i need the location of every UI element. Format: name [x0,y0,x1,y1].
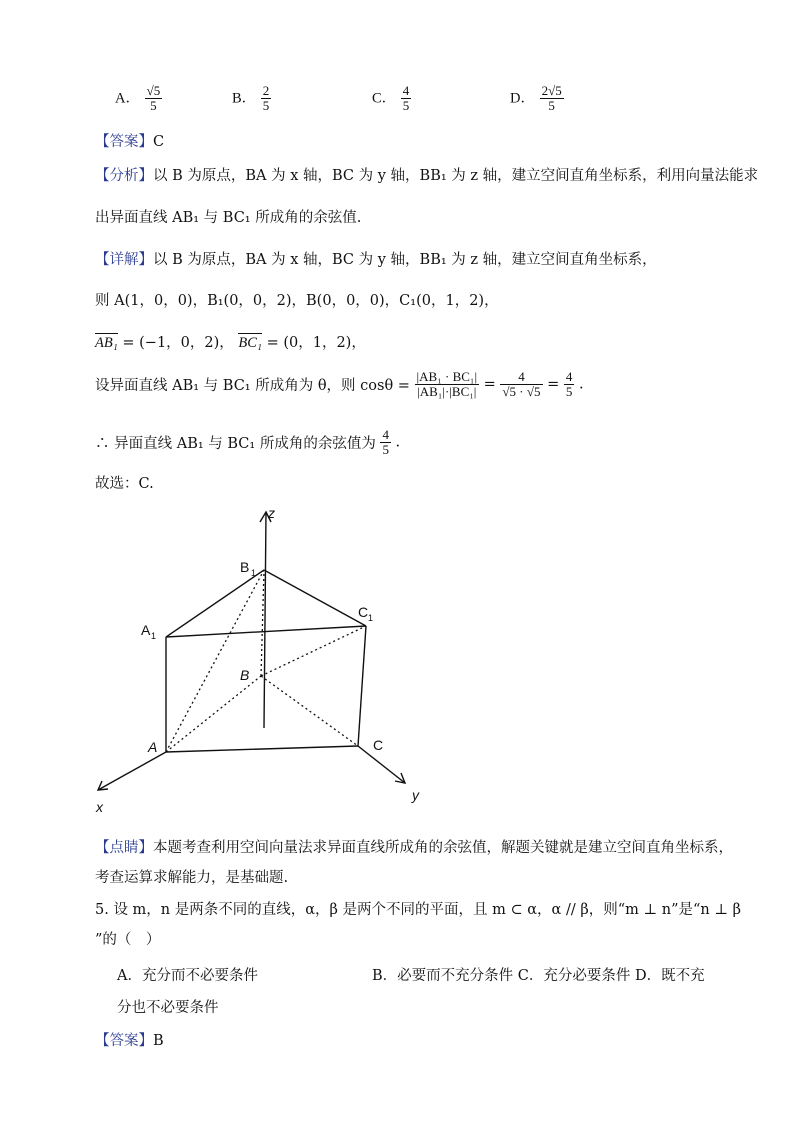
label-x: x [96,799,103,815]
result-fraction: $\frac{4}{5}$ [565,369,573,399]
edge-a-c [166,746,358,752]
label-b: B [240,667,250,683]
period: . [579,376,584,393]
comment-text-1: 本题考查利用空间向量法求异面直线所成角的余弦值，解题关键就是建立空间直角坐标系， [153,840,733,856]
analysis-tag: 【分析】 [95,168,153,184]
answer2-value: B [153,1033,164,1049]
label-b1: B [240,559,250,575]
label-c1-sub: 1 [368,613,374,623]
vector-bc1: BC₁ [238,335,262,351]
edge-a1-b1 [166,570,264,637]
comment-line-2: 考查运算求解能力，是基础题. [95,870,289,886]
period-2: . [395,434,401,451]
edge-b-c [261,676,358,746]
segment-a-b1 [166,570,264,752]
detail-line-3 [95,331,366,352]
option-a [115,84,162,113]
detail-text-1: 以 B 为原点，BA 为 x 轴，BC 为 y 轴，BB₁ 为 z 轴，建立空间直角坐标系， [153,252,657,268]
option-a-label: A． [115,90,140,107]
option-d [510,84,564,113]
label-a: A [148,739,158,755]
vector-ab1-value: = (−1，0，2)， [122,335,234,351]
equals-2: = [547,376,560,393]
option-c-fraction: $\frac{4}{5}$ [402,83,410,113]
edge-b-b1 [261,570,264,676]
option-b [232,84,271,113]
cos-fraction: $\frac{\text{|AB₁ · BC₁|}}{\text{|AB₁|·|BC₁|}}$ [416,369,478,399]
answer-line-2 [95,1029,164,1050]
edge-a1-c1 [166,626,366,637]
question5-line-2: ”的（ ） [95,932,161,948]
option-c [372,84,411,113]
question5-option-d-cont: 分也不必要条件 [117,1000,219,1016]
option-b-label: B． [232,90,257,107]
conclusion-fraction: $\frac{4}{5}$ [382,427,389,457]
option-c-label: C． [372,90,397,107]
detail-tag: 【详解】 [95,252,153,268]
question5-option-a: A．充分而不必要条件 [117,968,258,984]
comment-line-1 [95,836,733,857]
segment-b-c1 [261,626,366,676]
answer-value: C [153,134,165,150]
analysis-line-1 [95,164,758,185]
detail-line-6: 故选：C. [95,476,154,492]
equals-1: = [483,376,496,393]
option-b-fraction: $\frac{2}{5}$ [262,83,270,113]
x-axis [98,752,166,790]
question5-options-bcd: B．必要而不充分条件 C．充分必要条件 D．既不充 [372,968,705,984]
edge-b1-c1 [264,570,369,626]
option-d-fraction: $\frac{2√5}{5}$ [541,83,562,113]
vector-bc1-value: = (0，1，2)， [266,335,366,351]
detail-line-4 [95,370,584,399]
answer-line-1 [95,130,164,151]
edge-c1-c [358,626,366,746]
answer2-tag: 【答案】 [95,1033,153,1049]
label-b1-sub: 1 [251,568,257,578]
label-c1: C [358,604,369,620]
conclusion-text: ∴ 异面直线 AB₁ 与 BC₁ 所成角的余弦值为 [95,436,376,452]
detail-line-2: 则 A(1，0，0)，B₁(0，0，2)，B(0，0，0)，C₁(0，1，2)， [95,293,499,309]
prism-figure [90,500,430,820]
label-a1-sub: 1 [151,631,157,641]
label-c: C [373,737,384,753]
cos-intro: 设异面直线 AB₁ 与 BC₁ 所成角为 θ，则 cosθ = [95,378,410,394]
label-a1: A [141,622,151,638]
comment-tag: 【点睛】 [95,840,153,856]
question5-line-1: 5. 设 m，n 是两条不同的直线，α，β 是两个不同的平面，且 m ⊂ α，α // β，则“m ⊥ n”是“n ⊥ β [95,902,741,918]
analysis-line-2: 出异面直线 AB₁ 与 BC₁ 所成角的余弦值. [95,210,362,226]
option-a-fraction: $\frac{√5}{5}$ [146,83,161,113]
edge-a-b [166,676,261,752]
label-y: y [412,787,419,803]
analysis-text-1: 以 B 为原点，BA 为 x 轴，BC 为 y 轴，BB₁ 为 z 轴，建立空间直角坐标系，利用向量法能求 [153,168,759,184]
detail-line-1 [95,248,657,269]
option-d-label: D． [510,90,535,107]
answer-tag: 【答案】 [95,134,153,150]
label-z: z [268,505,275,521]
z-axis [264,512,266,728]
detail-line-5 [95,428,400,457]
vector-ab1: AB₁ [95,335,118,351]
mid-fraction: $\frac{4}{√5 \cdot √5}$ [502,369,541,399]
